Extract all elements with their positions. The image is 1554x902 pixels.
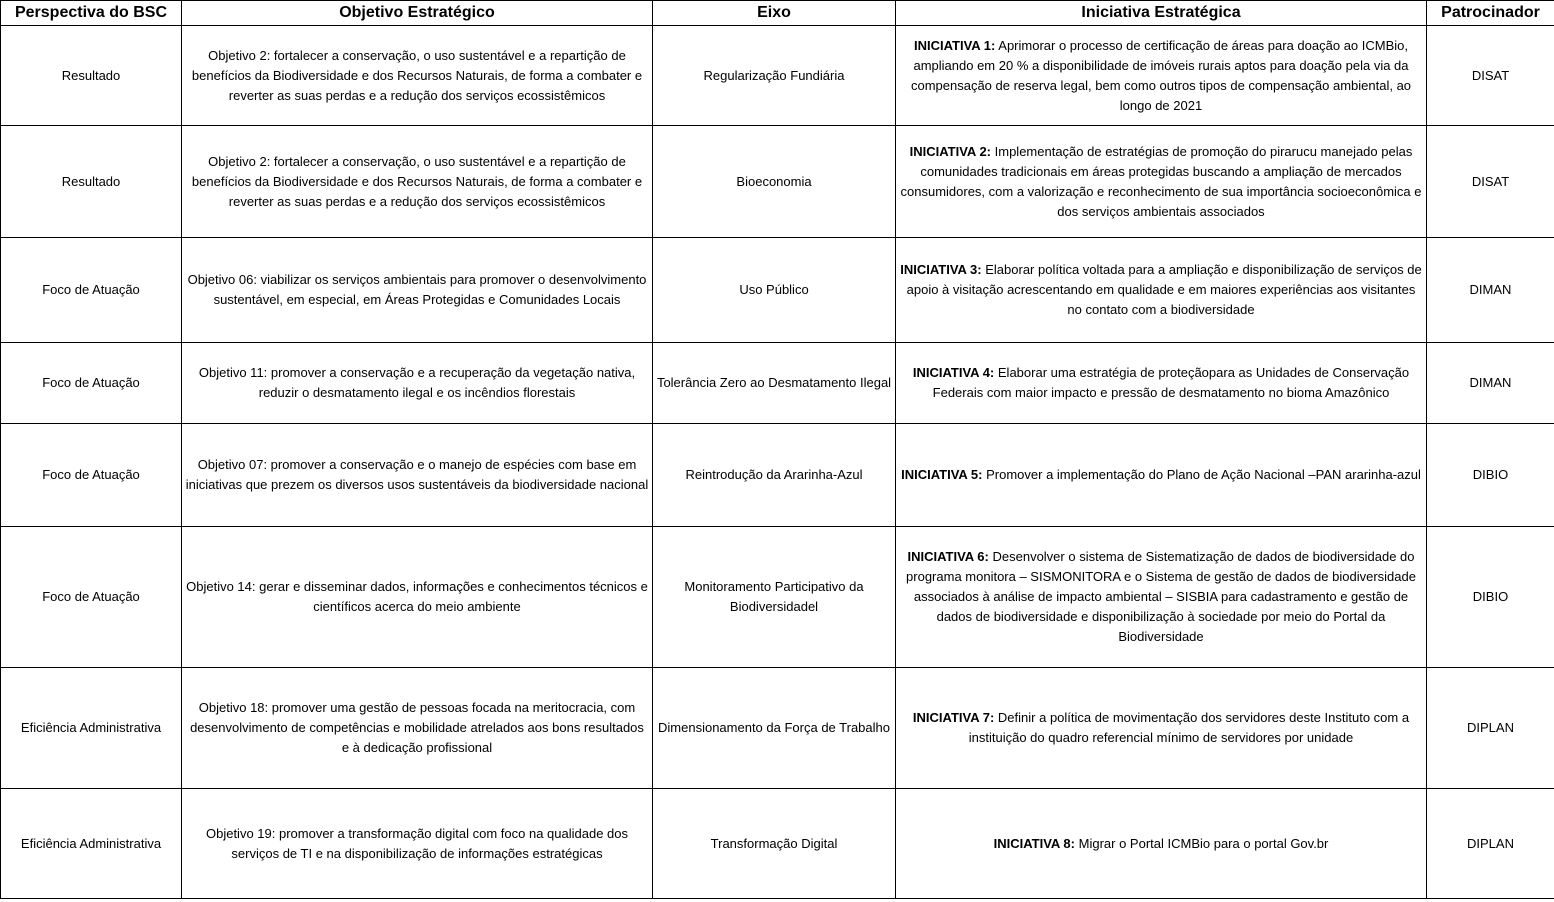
- iniciativa-text: Implementação de estratégias de promoção do pirarucu manejado pelas comunidades tradicionais em áreas protegidas buscando a ampliação de mercados consumidores, com a valorização e reconhecimento de sua importância socioeconômica e dos serviços ambientais associados: [900, 143, 1422, 219]
- iniciativa-text: Migrar o Portal ICMBio para o portal Gov.br: [1078, 835, 1329, 851]
- objetivo-cell: Objetivo 14: gerar e disseminar dados, informações e conhecimentos técnicos e científicos acerca do meio ambiente: [182, 527, 653, 668]
- perspectiva-cell: Resultado: [1, 126, 182, 238]
- table-row: [1, 668, 1554, 789]
- iniciativa-text: Elaborar política voltada para a ampliação e disponibilização de serviços de apoio à visitação acrescentando em qualidade e em maiores experiências aos visitantes no contato com a biodiversidade: [906, 262, 1422, 317]
- objetivo-cell: Objetivo 06: viabilizar os serviços ambientais para promover o desenvolvimento sustentável, em especial, em Áreas Protegidas e Comunidades Locais: [182, 238, 653, 343]
- perspectiva-cell: Eficiência Administrativa: [1, 668, 182, 789]
- iniciativa-cell: [896, 126, 1427, 238]
- eixo-cell: Regularização Fundiária: [653, 26, 896, 126]
- header-iniciativa: Iniciativa Estratégica: [896, 1, 1427, 26]
- patrocinador-cell: DIMAN: [1427, 343, 1554, 424]
- header-objetivo: Objetivo Estratégico: [182, 1, 653, 26]
- header-perspectiva: Perspectiva do BSC: [1, 1, 182, 26]
- header-eixo: Eixo: [653, 1, 896, 26]
- table-row: [1, 527, 1554, 668]
- eixo-cell: Dimensionamento da Força de Trabalho: [653, 668, 896, 789]
- iniciativa-text: Aprimorar o processo de certificação de áreas para doação ao ICMBio, ampliando em 20 % a disponibilidade de imóveis rurais aptos para doação pela via da compensação de reserva legal, bem como outros tipos de compensação ambiental, ao longo de 2021: [910, 37, 1412, 113]
- iniciativa-label: INICIATIVA 5:: [901, 467, 983, 482]
- table-row: [1, 789, 1554, 899]
- iniciativa-cell: [896, 668, 1427, 789]
- patrocinador-cell: DISAT: [1427, 26, 1554, 126]
- table-row: [1, 26, 1554, 126]
- iniciativa-label: INICIATIVA 6:: [907, 549, 989, 564]
- iniciativa-cell: [896, 789, 1427, 899]
- perspectiva-cell: Foco de Atuação: [1, 424, 182, 527]
- patrocinador-cell: DIMAN: [1427, 238, 1554, 343]
- objetivo-cell: Objetivo 07: promover a conservação e o manejo de espécies com base em iniciativas que prezem os diversos usos sustentáveis da biodiversidade nacional: [182, 424, 653, 527]
- eixo-cell: Tolerância Zero ao Desmatamento Ilegal: [653, 343, 896, 424]
- iniciativa-cell: [896, 343, 1427, 424]
- perspectiva-cell: Eficiência Administrativa: [1, 789, 182, 899]
- header-patrocinador: Patrocinador: [1427, 1, 1554, 26]
- perspectiva-cell: Foco de Atuação: [1, 343, 182, 424]
- patrocinador-cell: DIPLAN: [1427, 789, 1554, 899]
- patrocinador-cell: DIBIO: [1427, 424, 1554, 527]
- eixo-cell: Uso Público: [653, 238, 896, 343]
- iniciativa-cell: [896, 424, 1427, 527]
- iniciativa-label: INICIATIVA 4:: [912, 365, 995, 380]
- table-row: [1, 424, 1554, 527]
- patrocinador-cell: DIPLAN: [1427, 668, 1554, 789]
- table-row: [1, 343, 1554, 424]
- iniciativa-label: INICIATIVA 1:: [914, 37, 996, 53]
- iniciativa-label: INICIATIVA 2:: [909, 143, 992, 159]
- iniciativa-text: Definir a política de movimentação dos servidores deste Instituto com a instituição do quadro referencial mínimo de servidores por unidade: [968, 710, 1410, 745]
- iniciativa-text: Desenvolver o sistema de Sistematização de dados de biodiversidade do programa monitora – SISMONITORA e o Sistema de gestão de dados de biodiversidade associados à análise de impacto ambiental – SISBIA para cadastramento e gestão de dados de biodiversidade e disponibilização à sociedade por meio do Portal da Biodiversidade: [906, 549, 1416, 644]
- iniciativa-label: INICIATIVA 3:: [900, 262, 982, 277]
- iniciativa-cell: [896, 238, 1427, 343]
- header-row: [1, 1, 1554, 26]
- iniciativa-cell: [896, 26, 1427, 126]
- eixo-cell: Reintrodução da Ararinha-Azul: [653, 424, 896, 527]
- iniciativa-label: INICIATIVA 7:: [912, 710, 995, 725]
- objetivo-cell: Objetivo 2: fortalecer a conservação, o uso sustentável e a repartição de benefícios da Biodiversidade e dos Recursos Naturais, de forma a combater e reverter as suas perdas e a redução dos serviços ecossistêmicos: [182, 126, 653, 238]
- objetivo-cell: Objetivo 19: promover a transformação digital com foco na qualidade dos serviços de TI e na disponibilização de informações estratégicas: [182, 789, 653, 899]
- iniciativa-text: Promover a implementação do Plano de Ação Nacional –PAN ararinha-azul: [986, 467, 1421, 482]
- eixo-cell: Monitoramento Participativo da Biodiversidadel: [653, 527, 896, 668]
- perspectiva-cell: Foco de Atuação: [1, 238, 182, 343]
- perspectiva-cell: Foco de Atuação: [1, 527, 182, 668]
- iniciativa-cell: [896, 527, 1427, 668]
- iniciativa-text: Elaborar uma estratégia de proteçãopara as Unidades de Conservação Federais com maior impacto e pressão de desmatamento no bioma Amazônico: [932, 365, 1410, 400]
- table-row: [1, 126, 1554, 238]
- perspectiva-cell: Resultado: [1, 26, 182, 126]
- objetivo-cell: Objetivo 2: fortalecer a conservação, o uso sustentável e a repartição de benefícios da Biodiversidade e dos Recursos Naturais, de forma a combater e reverter as suas perdas e a redução dos serviços ecossistêmicos: [182, 26, 653, 126]
- patrocinador-cell: DISAT: [1427, 126, 1554, 238]
- table-row: [1, 238, 1554, 343]
- eixo-cell: Transformação Digital: [653, 789, 896, 899]
- eixo-cell: Bioeconomia: [653, 126, 896, 238]
- objetivo-cell: Objetivo 11: promover a conservação e a recuperação da vegetação nativa, reduzir o desmatamento ilegal e os incêndios florestais: [182, 343, 653, 424]
- objetivo-cell: Objetivo 18: promover uma gestão de pessoas focada na meritocracia, com desenvolvimento de competências e mobilidade atrelados aos bons resultados e à dedicação profissional: [182, 668, 653, 789]
- iniciativa-label: INICIATIVA 8:: [993, 835, 1075, 851]
- patrocinador-cell: DIBIO: [1427, 527, 1554, 668]
